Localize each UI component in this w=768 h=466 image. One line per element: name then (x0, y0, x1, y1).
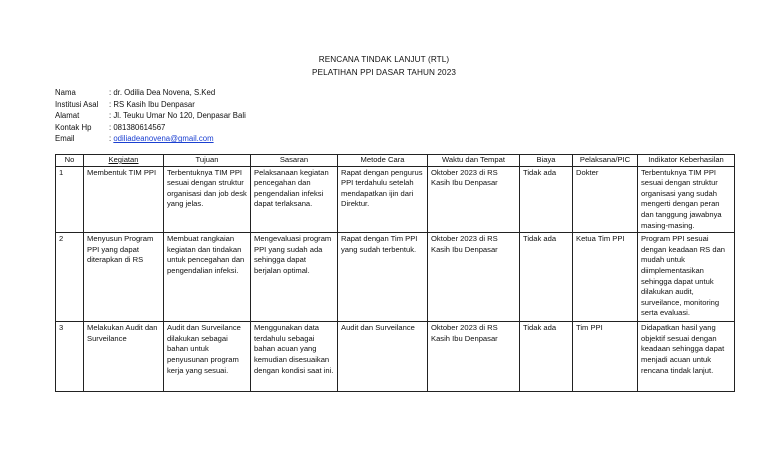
header-kegiatan (84, 155, 164, 167)
header-biaya: Biaya (520, 155, 573, 167)
header-no: No (56, 155, 84, 167)
identity-block (55, 87, 246, 145)
identity-key: Alamat (55, 111, 80, 121)
email-link[interactable]: odiliadeanovena@gmail.com (113, 134, 214, 144)
rtl-table (55, 154, 735, 392)
identity-key: Institusi Asal (55, 99, 99, 109)
table-row (56, 166, 735, 233)
identity-row-kontak (55, 122, 246, 134)
cell-tujuan: Terbentuknya TIM PPI sesuai dengan struktur organisasi dan job desk yang jelas. (164, 166, 251, 233)
document-title: RENCANA TINDAK LANJUT (RTL) (318, 55, 450, 64)
cell-waktu: Oktober 2023 di RS Kasih Ibu Denpasar (428, 233, 520, 322)
header-metode: Metode Cara (338, 155, 428, 167)
cell-no: 3 (56, 322, 84, 392)
cell-tujuan: Membuat rangkaian kegiatan dan tindakan untuk pencegahan dan pengendalian infeksi. (164, 233, 251, 322)
cell-pelaksana: Tim PPI (573, 322, 638, 392)
cell-kegiatan: Membentuk TIM PPI (84, 166, 164, 233)
cell-pelaksana: Ketua Tim PPI (573, 233, 638, 322)
cell-metode: Rapat dengan pengurus PPI terdahulu setelah mendapatkan ijin dari Direktur. (338, 166, 428, 233)
cell-indikator: Program PPI sesuai dengan keadaan RS dan mudah untuk diimplementasikan sehingga dapat untuk dilakukan audit, surveilance, monitoring serta evaluasi. (638, 233, 735, 322)
identity-key: Nama (55, 88, 76, 97)
cell-indikator: Didapatkan hasil yang objektif sesuai dengan keadaan sehingga dapat menjadi acuan untuk rencana tindak lanjut. (638, 322, 735, 392)
identity-key: Kontak Hp (55, 122, 92, 132)
table-header-row (56, 155, 735, 167)
cell-sasaran: Menggunakan data terdahulu sebagai bahan acuan yang kemudian disesuaikan dengan kondisi saat ini. (251, 322, 338, 392)
identity-row-nama (55, 87, 246, 99)
table-row (56, 233, 735, 322)
identity-key: Email (55, 134, 75, 144)
cell-pelaksana: Dokter (573, 166, 638, 233)
identity-row-email (55, 133, 246, 145)
cell-no: 2 (56, 233, 84, 322)
cell-biaya: Tidak ada (520, 233, 573, 322)
cell-sasaran: Pelaksanaan kegiatan pencegahan dan pengendalian infeksi dapat terlaksana. (251, 166, 338, 233)
cell-waktu: Oktober 2023 di RS Kasih Ibu Denpasar (428, 166, 520, 233)
cell-sasaran: Mengevaluasi program PPI yang sudah ada sehingga dapat berjalan optimal. (251, 233, 338, 322)
table-row (56, 322, 735, 392)
identity-value: : RS Kasih Ibu Denpasar (109, 99, 195, 109)
header-sasaran: Sasaran (251, 155, 338, 167)
cell-biaya: Tidak ada (520, 322, 573, 392)
cell-indikator: Terbentuknya TIM PPI sesuai dengan struktur organisasi yang sudah mengerti dengan peran dan tanggung jawabnya masing-masing. (638, 166, 735, 233)
document-subtitle: PELATIHAN PPI DASAR TAHUN 2023 (311, 68, 457, 77)
cell-metode: Rapat dengan Tim PPI yang sudah terbentuk. (338, 233, 428, 322)
identity-row-institusi (55, 99, 246, 111)
header-pelaksana: Pelaksana/PIC (573, 155, 638, 167)
cell-no: 1 (56, 166, 84, 233)
header-indikator: Indikator Keberhasilan (638, 155, 735, 167)
cell-waktu: Oktober 2023 di RS Kasih Ibu Denpasar (428, 322, 520, 392)
cell-kegiatan: Melakukan Audit dan Surveilance (84, 322, 164, 392)
identity-value: : 081380614567 (109, 122, 166, 132)
header-kegiatan-label: Kegiatan (108, 155, 139, 164)
cell-metode: Audit dan Surveilance (338, 322, 428, 392)
identity-row-alamat (55, 110, 246, 122)
cell-tujuan: Audit dan Surveilance dilakukan sebagai bahan untuk penyusunan program kerja yang sesuai. (164, 322, 251, 392)
cell-kegiatan: Menyusun Program PPI yang dapat diterapkan di RS (84, 233, 164, 322)
identity-email-prefix: : (109, 134, 114, 144)
identity-value: : dr. Odilia Dea Novena, S.Ked (109, 88, 216, 97)
identity-value: : Jl. Teuku Umar No 120, Denpasar Bali (109, 111, 246, 121)
header-tujuan: Tujuan (164, 155, 251, 167)
header-waktu: Waktu dan Tempat (428, 155, 520, 167)
cell-biaya: Tidak ada (520, 166, 573, 233)
